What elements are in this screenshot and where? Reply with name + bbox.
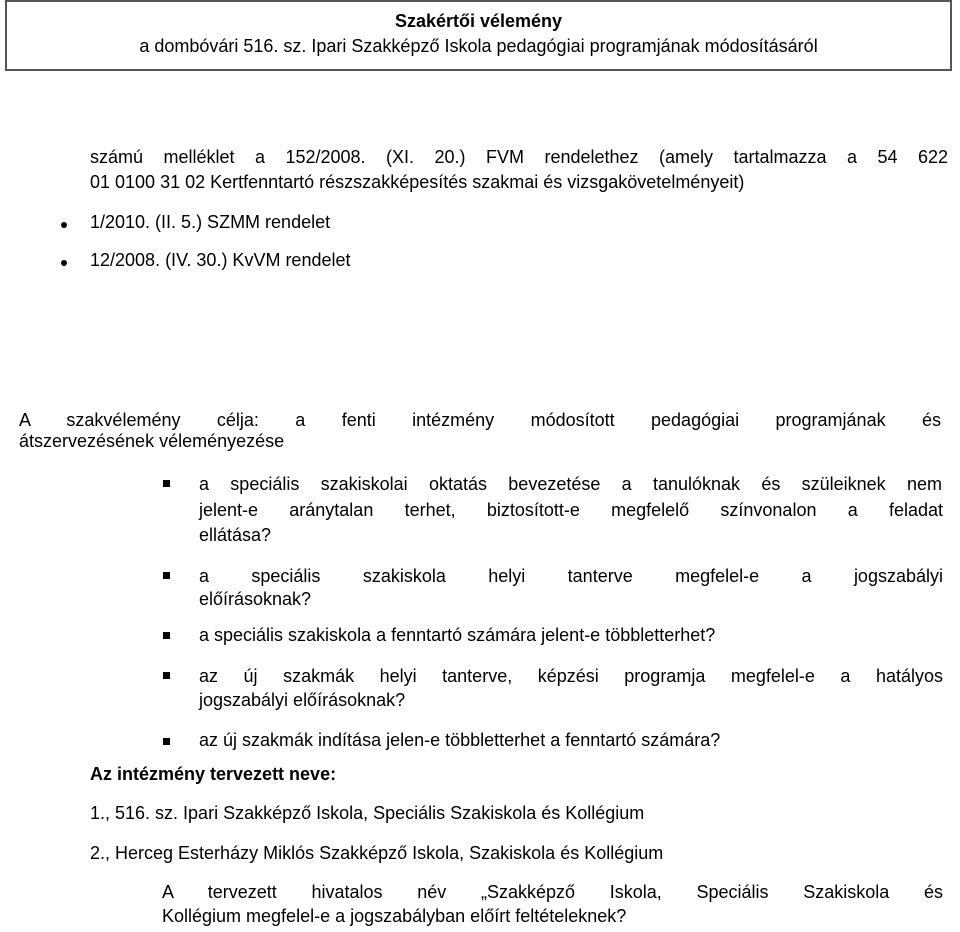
question-1-line-3: ellátása? xyxy=(199,525,272,545)
bullet-square-icon xyxy=(163,672,170,679)
header-box xyxy=(5,0,952,71)
document-title: Szakértői vélemény xyxy=(394,11,563,31)
question-4-line-2: jogszabályi előírásoknak? xyxy=(199,690,406,710)
regulation-item: 1/2010. (II. 5.) SZMM rendelet xyxy=(90,212,331,232)
planned-name-option-2: 2., Herceg Esterházy Miklós Szakképző Iskola, Szakiskola és Kollégium xyxy=(90,843,664,863)
intro-line-1: számú melléklet a 152/2008. (XI. 20.) FVM rendelethez (amely tartalmazza a 54 622 xyxy=(90,147,948,167)
intro-line-2: 01 0100 31 02 Kertfenntartó részszakképesítés szakmai és vizsgakövetelményeit) xyxy=(90,172,745,192)
bullet-square-icon xyxy=(163,480,170,487)
bullet-square-icon xyxy=(163,738,170,745)
closing-line-1: A tervezett hivatalos név „Szakképző Iskola, Speciális Szakiskola és xyxy=(162,882,943,902)
bullet-dot-icon xyxy=(61,222,67,228)
planned-name-heading: Az intézmény tervezett neve: xyxy=(90,764,337,784)
question-3-line-1: a speciális szakiskola a fenntartó számára jelent-e többletterhet? xyxy=(199,625,716,645)
document-subtitle: a dombóvári 516. sz. Ipari Szakképző Iskola pedagógiai programjának módosításáról xyxy=(139,36,818,56)
question-4-line-1: az új szakmák helyi tanterve, képzési programja megfelel-e a hatályos xyxy=(199,666,943,686)
purpose-line-2: átszervezésének véleményezése xyxy=(19,431,285,451)
bullet-square-icon xyxy=(163,632,170,639)
question-1-line-2: jelent-e aránytalan terhet, biztosított-e megfelelő színvonalon a feladat xyxy=(199,500,943,520)
question-2-line-1: a speciális szakiskola helyi tanterve megfelel-e a jogszabályi xyxy=(199,566,943,586)
regulation-item: 12/2008. (IV. 30.) KvVM rendelet xyxy=(90,250,351,270)
question-2-line-2: előírásoknak? xyxy=(199,589,312,609)
bullet-dot-icon xyxy=(61,260,67,266)
question-5-line-1: az új szakmák indítása jelen-e többletterhet a fenntartó számára? xyxy=(199,730,721,750)
question-1-line-1: a speciális szakiskolai oktatás bevezetése a tanulóknak és szüleiknek nem xyxy=(199,474,942,494)
bullet-square-icon xyxy=(163,572,170,579)
closing-line-2: Kollégium megfelel-e a jogszabályban előírt feltételeknek? xyxy=(162,906,627,926)
planned-name-option-1: 1., 516. sz. Ipari Szakképző Iskola, Speciális Szakiskola és Kollégium xyxy=(90,803,645,823)
purpose-line-1: A szakvélemény célja: a fenti intézmény módosított pedagógiai programjának és xyxy=(19,410,941,430)
